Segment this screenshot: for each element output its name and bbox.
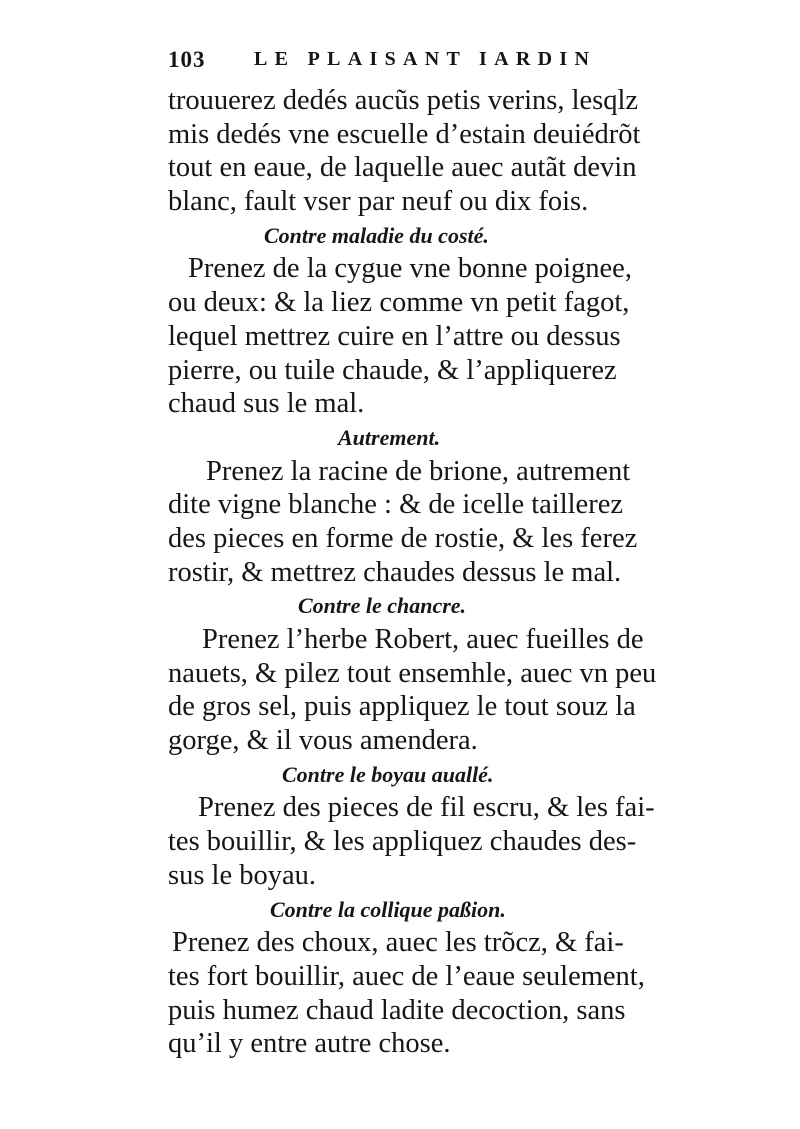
- text-line: tout en eaue, de laquelle auec autãt devin: [168, 152, 637, 184]
- running-title: LE PLAISANT IARDIN: [254, 48, 597, 70]
- section-heading: Contre la collique paßion.: [270, 896, 506, 922]
- text-line: qu’il y entre autre chose.: [168, 1028, 451, 1060]
- text-line: trouuerez dedés aucũs petis verins, lesqlz: [168, 85, 639, 116]
- text-line: Prenez l’herbe Robert, auec fueilles de: [202, 624, 644, 655]
- section-heading: Autrement.: [338, 424, 441, 450]
- text-line: nauets, & pilez tout ensemhle, auec vn peu: [168, 657, 657, 689]
- text-line: blanc, fault vser par neuf ou dix fois.: [168, 186, 589, 218]
- text-line: Prenez des choux, auec les trõcz, & fai-: [172, 927, 624, 959]
- text-line: dite vigne blanche : & de icelle taillerez: [168, 489, 623, 521]
- text-line: gorge, & il vous amendera.: [168, 725, 478, 757]
- body-text: [168, 84, 668, 1061]
- page-number: 103: [168, 47, 206, 72]
- text-line: Prenez la racine de brione, autrement: [206, 455, 631, 487]
- text-line: ou deux: & la liez comme vn petit fagot,: [168, 287, 630, 319]
- text-line: mis dedés vne escuelle d’estain deuiédrõt: [168, 118, 641, 150]
- text-line: tes bouillir, & les appliquez chaudes des-: [168, 826, 637, 858]
- text-line: Prenez des pieces de fil escru, & les fai-: [198, 792, 655, 824]
- section-heading: Contre le boyau auallé.: [282, 761, 494, 787]
- section-heading: Contre maladie du costé.: [264, 222, 489, 248]
- text-line: Prenez de la cygue vne bonne poignee,: [188, 253, 632, 285]
- text-line: chaud sus le mal.: [168, 388, 365, 420]
- text-line: des pieces en forme de rostie, & les ferez: [168, 522, 638, 554]
- text-line: sus le boyau.: [168, 859, 317, 891]
- section-heading: Contre le chancre.: [298, 593, 467, 619]
- text-line: pierre, ou tuile chaude, & l’appliquerez: [168, 354, 617, 386]
- text-line: lequel mettrez cuire en l’attre ou dessus: [168, 320, 621, 352]
- text-line: de gros sel, puis appliquez le tout souz la: [168, 691, 636, 723]
- text-line: puis humez chaud ladite decoction, sans: [168, 994, 626, 1026]
- running-head: [168, 47, 638, 79]
- text-line: rostir, & mettrez chaudes dessus le mal.: [168, 556, 622, 588]
- text-line: tes fort bouillir, auec de l’eaue seulement,: [168, 960, 645, 992]
